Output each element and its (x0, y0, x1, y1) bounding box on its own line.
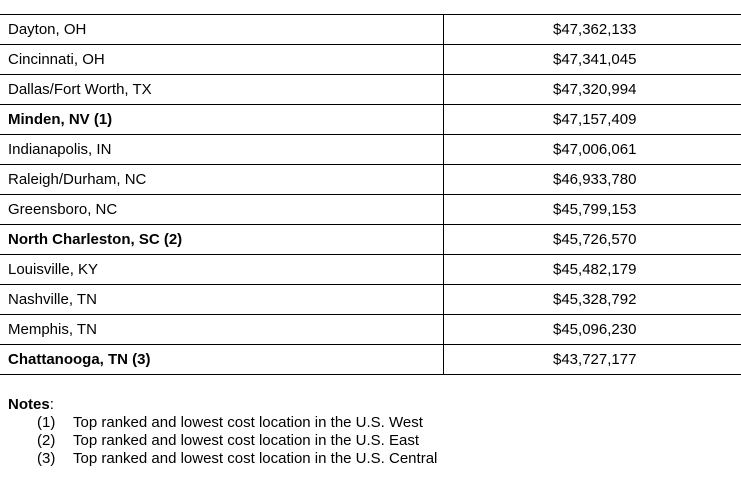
note-text: Top ranked and lowest cost location in the U.S. East (73, 432, 420, 449)
location-cell: Memphis, TN (0, 315, 444, 345)
location-cell: Cincinnati, OH (0, 45, 444, 75)
cost-cell: $45,096,230 (444, 315, 741, 345)
note-number: (2) (37, 432, 56, 449)
cost-cell: $45,482,179 (444, 255, 741, 285)
notes-section (8, 396, 437, 468)
note-text: Top ranked and lowest cost location in the U.S. West (73, 414, 423, 431)
cost-cell: $46,933,780 (444, 165, 741, 195)
cost-cell: $47,341,045 (444, 45, 741, 75)
location-cell: Indianapolis, IN (0, 135, 444, 165)
location-cell: Louisville, KY (0, 255, 444, 285)
cost-cell: $45,328,792 (444, 285, 741, 315)
table-row (0, 285, 741, 315)
notes-colon: : (49, 396, 54, 413)
table-row-highlighted (0, 345, 741, 375)
cost-cell: $45,799,153 (444, 195, 741, 225)
cost-cell: $47,362,133 (444, 15, 741, 45)
note-item (37, 414, 437, 432)
note-number: (1) (37, 414, 56, 431)
table-row (0, 135, 741, 165)
location-cell: Dallas/Fort Worth, TX (0, 75, 444, 105)
note-number: (3) (37, 450, 56, 467)
table-row (0, 195, 741, 225)
location-cost-table (0, 14, 741, 375)
cost-table-container (0, 14, 741, 375)
location-cell: Dayton, OH (0, 15, 444, 45)
location-cell: Chattanooga, TN (3) (0, 345, 444, 375)
cost-cell: $43,727,177 (444, 345, 741, 375)
location-cell: Greensboro, NC (0, 195, 444, 225)
notes-heading-line (8, 396, 437, 414)
note-item (37, 450, 437, 468)
table-row (0, 165, 741, 195)
note-text: Top ranked and lowest cost location in the U.S. Central (73, 450, 438, 467)
location-cell: Raleigh/Durham, NC (0, 165, 444, 195)
cost-cell: $47,157,409 (444, 105, 741, 135)
table-row (0, 75, 741, 105)
notes-heading: Notes (8, 396, 50, 413)
location-cell: Minden, NV (1) (0, 105, 444, 135)
cost-cell: $47,320,994 (444, 75, 741, 105)
table-row (0, 45, 741, 75)
table-row (0, 255, 741, 285)
table-row-highlighted (0, 105, 741, 135)
location-cell: Nashville, TN (0, 285, 444, 315)
table-row (0, 315, 741, 345)
table-row-highlighted (0, 225, 741, 255)
cost-cell: $47,006,061 (444, 135, 741, 165)
table-row (0, 15, 741, 45)
note-item (37, 432, 437, 450)
location-cell: North Charleston, SC (2) (0, 225, 444, 255)
cost-cell: $45,726,570 (444, 225, 741, 255)
